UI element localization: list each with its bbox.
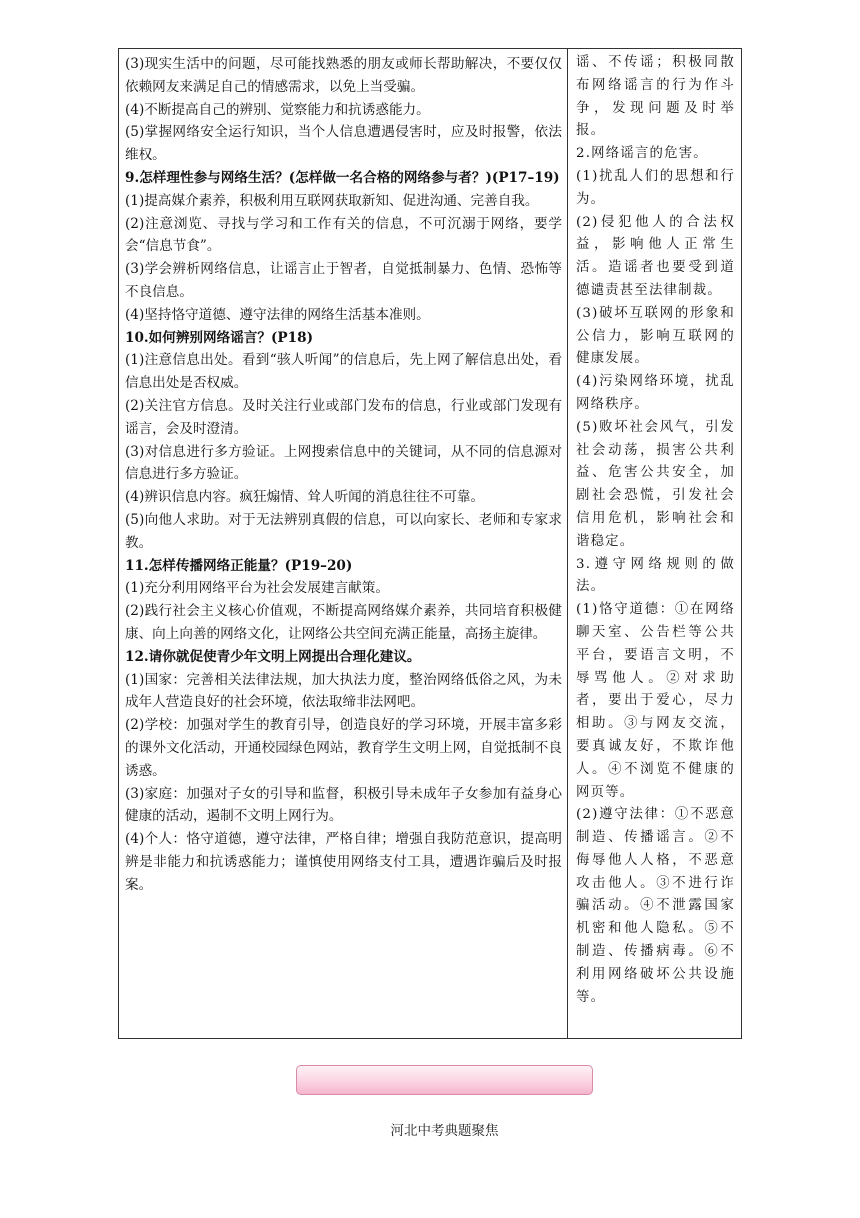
left-paragraph: (1)国家：完善相关法律法规，加大执法力度，整治网络低俗之风，为未成年人营造良好的社会环境，依法取缔非法网吧。 (125, 671, 562, 711)
left-paragraph: (5)向他人求助。对于无法辨别真假的信息，可以向家长、老师和专家求教。 (125, 511, 562, 551)
left-paragraph: (5)掌握网络安全运行知识，当个人信息遭遇侵害时，应及时报警，依法维权。 (125, 124, 562, 164)
left-paragraph: (3)对信息进行多方验证。上网搜索信息中的关键词，从不同的信息源对信息进行多方验证。 (125, 443, 562, 483)
question-heading: 12.请你就促使青少年文明上网提出合理化建议。 (125, 648, 421, 665)
question-heading: 11.怎样传播网络正能量？(P19–20) (125, 557, 353, 574)
right-paragraph: (4)污染网络环境，扰乱网络秩序。 (576, 374, 735, 412)
left-paragraph: (4)不断提高自己的辨别、觉察能力和抗诱惑能力。 (125, 101, 430, 118)
left-paragraph: (2)学校：加强对学生的教育引导，创造良好的学习环境，开展丰富多彩的课外文化活动，开通校园绿色网站，教育学生文明上网，自觉抵制不良诱惑。 (125, 717, 562, 779)
left-paragraph: (1)提高媒介素养，积极利用互联网获取新知、促进沟通、完善自我。 (125, 192, 539, 209)
question-heading: 9.怎样理性参与网络生活？(怎样做一名合格的网络参与者？)(P17–19) (125, 169, 560, 186)
right-heading: 3.遵守网络规则的做法。 (576, 556, 735, 595)
left-paragraph: (4)辨识信息内容。疯狂煽情、耸人听闻的消息往往不可靠。 (125, 489, 485, 506)
left-paragraph: (3)学会辨析网络信息，让谣言止于智者，自觉抵制暴力、色情、恐怖等不良信息。 (125, 261, 562, 300)
content-table (118, 48, 742, 1039)
right-paragraph: (1)恪守道德：①在网络聊天室、公告栏等公共平台，要语言文明，不辱骂他人。②对求助者，要出于爱心，尽力相助。③与网友交流，要真诚友好，不欺诈他人。④不浏览不健康的网页等。 (576, 602, 735, 800)
footer-title: 河北中考典题聚焦 (390, 1123, 499, 1139)
right-column (568, 49, 741, 1038)
footer-banner (296, 1065, 593, 1095)
left-paragraph: (4)坚持恪守道德、遵守法律的网络生活基本准则。 (125, 306, 430, 323)
left-paragraph: (1)充分利用网络平台为社会发展建言献策。 (125, 580, 389, 597)
left-paragraph: (2)关注官方信息。及时关注行业或部门发布的信息，行业或部门发现有谣言，会及时澄清。 (125, 397, 562, 437)
right-paragraph: 谣、不传谣；积极同散布网络谣言的行为作斗争，发现问题及时举报。 (576, 55, 735, 139)
left-paragraph: (1)注意信息出处。看到“骇人听闻”的信息后，先上网了解信息出处，看信息出处是否权威。 (125, 352, 562, 392)
left-paragraph: (3)现实生活中的问题，尽可能找熟悉的朋友或师长帮助解决，不要仅仅依赖网友来满足自己的情感需求，以免上当受骗。 (125, 56, 562, 95)
left-paragraph: (2)践行社会主义核心价值观，不断提高网络媒介素养，共同培育积极健康、向上向善的网络文化，让网络公共空间充满正能量，高扬主旋律。 (125, 603, 562, 642)
right-paragraph: (5)败坏社会风气，引发社会动荡，损害公共利益、危害公共安全，加剧社会恐慌，引发社会信用危机，影响社会和谐稳定。 (576, 419, 735, 549)
right-paragraph: (3)破坏互联网的形象和公信力，影响互联网的健康发展。 (576, 305, 735, 367)
right-paragraph: (2)侵犯他人的合法权益，影响他人正常生活。造谣者也要受到道德谴责甚至法律制裁。 (576, 214, 735, 298)
question-heading: 10.如何辨别网络谣言？(P18) (125, 329, 313, 346)
right-heading: 2.网络谣言的危害。 (576, 146, 708, 162)
left-paragraph: (4)个人：恪守道德，遵守法律，严格自律；增强自我防范意识，提高明辨是非能力和抗诱惑能力；谨慎使用网络支付工具，遭遇诈骗后及时报案。 (125, 831, 562, 893)
left-paragraph: (2)注意浏览、寻找与学习和工作有关的信息，不可沉溺于网络，要学会“信息节食”。 (125, 215, 562, 255)
right-paragraph: (2)遵守法律：①不恶意制造、传播谣言。②不侮辱他人人格，不恶意攻击他人。③不进行诈骗活动。④不泄露国家机密和他人隐私。⑤不制造、传播病毒。⑥不利用网络破坏公共设施等。 (576, 807, 735, 1005)
right-paragraph: (1)扰乱人们的思想和行为。 (576, 168, 735, 207)
left-paragraph: (3)家庭：加强对子女的引导和监督，积极引导未成年子女参加有益身心健康的活动，遏制不文明上网行为。 (125, 785, 562, 825)
left-column (119, 49, 568, 1038)
